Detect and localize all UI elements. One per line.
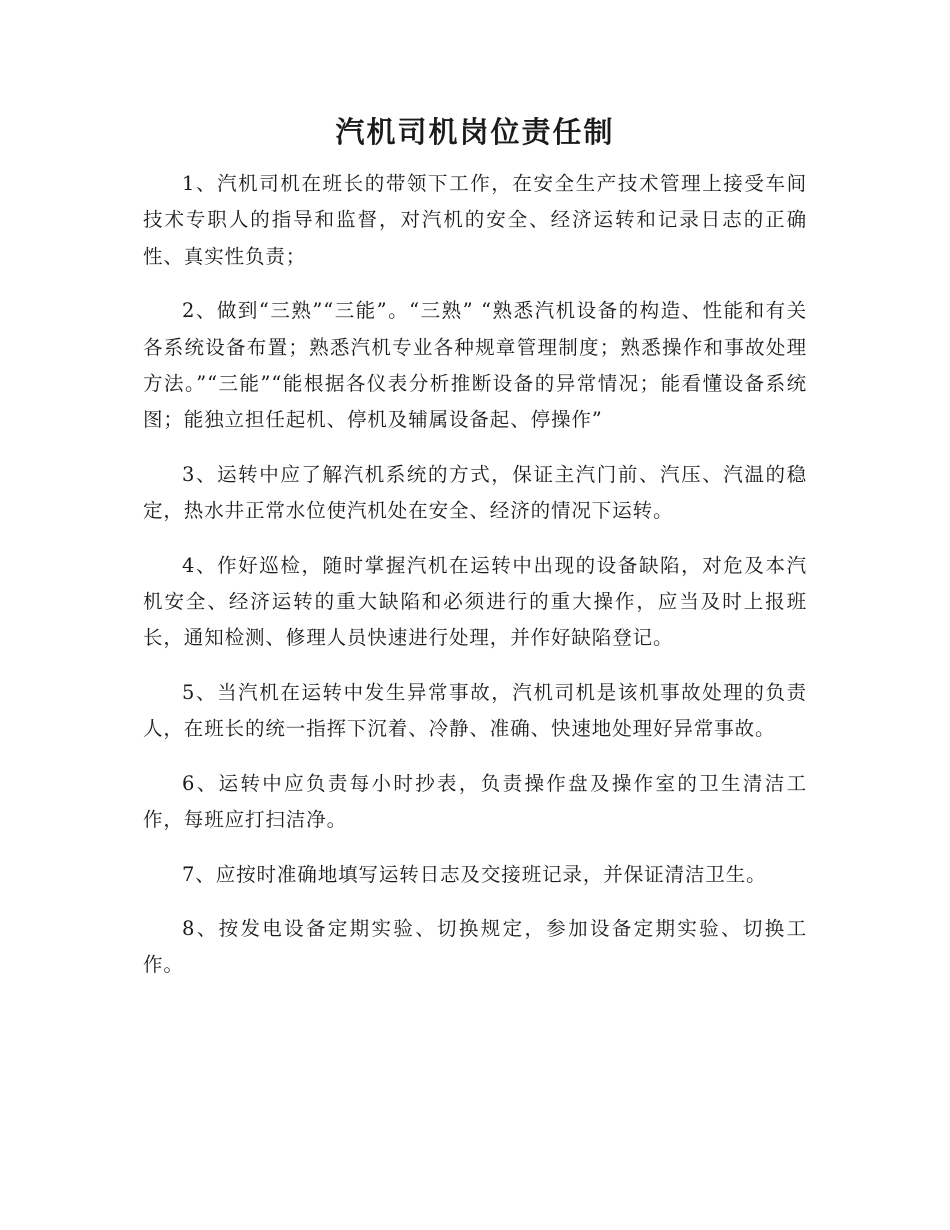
document-title: 汽机司机岗位责任制 bbox=[335, 115, 615, 149]
paragraph-2: 2、做到“三熟”“三能”。“三熟” “熟悉汽机设备的构造、性能和有关各系统设备布置；熟悉汽机专业各种规章管理制度；熟悉操作和事故处理方法。”“三能”“能根据各仪表分析推断设备的异常情况；能看懂设备系统图；能独立担任起机、停机及辅属设备起、停操作” bbox=[143, 299, 807, 432]
paragraph-5: 5、当汽机在运转中发生异常事故，汽机司机是该机事故处理的负责人，在班长的统一指挥下沉着、冷静、准确、快速地处理好异常事故。 bbox=[143, 680, 807, 741]
paragraph-1: 1、汽机司机在班长的带领下工作，在安全生产技术管理上接受车间技术专职人的指导和监督，对汽机的安全、经济运转和记录日志的正确性、真实性负责； bbox=[143, 172, 807, 268]
paragraph-3: 3、运转中应了解汽机系统的方式，保证主汽门前、汽压、汽温的稳定，热水井正常水位使汽机处在安全、经济的情况下运转。 bbox=[143, 462, 807, 523]
paragraph-7: 7、应按时准确地填写运转日志及交接班记录，并保证清洁卫生。 bbox=[182, 862, 767, 886]
paragraph-4: 4、作好巡检，随时掌握汽机在运转中出现的设备缺陷，对危及本汽机安全、经济运转的重大缺陷和必须进行的重大操作，应当及时上报班长，通知检测、修理人员快速进行处理，并作好缺陷登记。 bbox=[143, 553, 807, 650]
paragraph-6: 6、运转中应负责每小时抄表，负责操作盘及操作室的卫生清洁工作，每班应打扫洁净。 bbox=[143, 771, 807, 832]
paragraph-8: 8、按发电设备定期实验、切换规定，参加设备定期实验、切换工作。 bbox=[143, 916, 807, 977]
document-body bbox=[143, 166, 807, 1002]
